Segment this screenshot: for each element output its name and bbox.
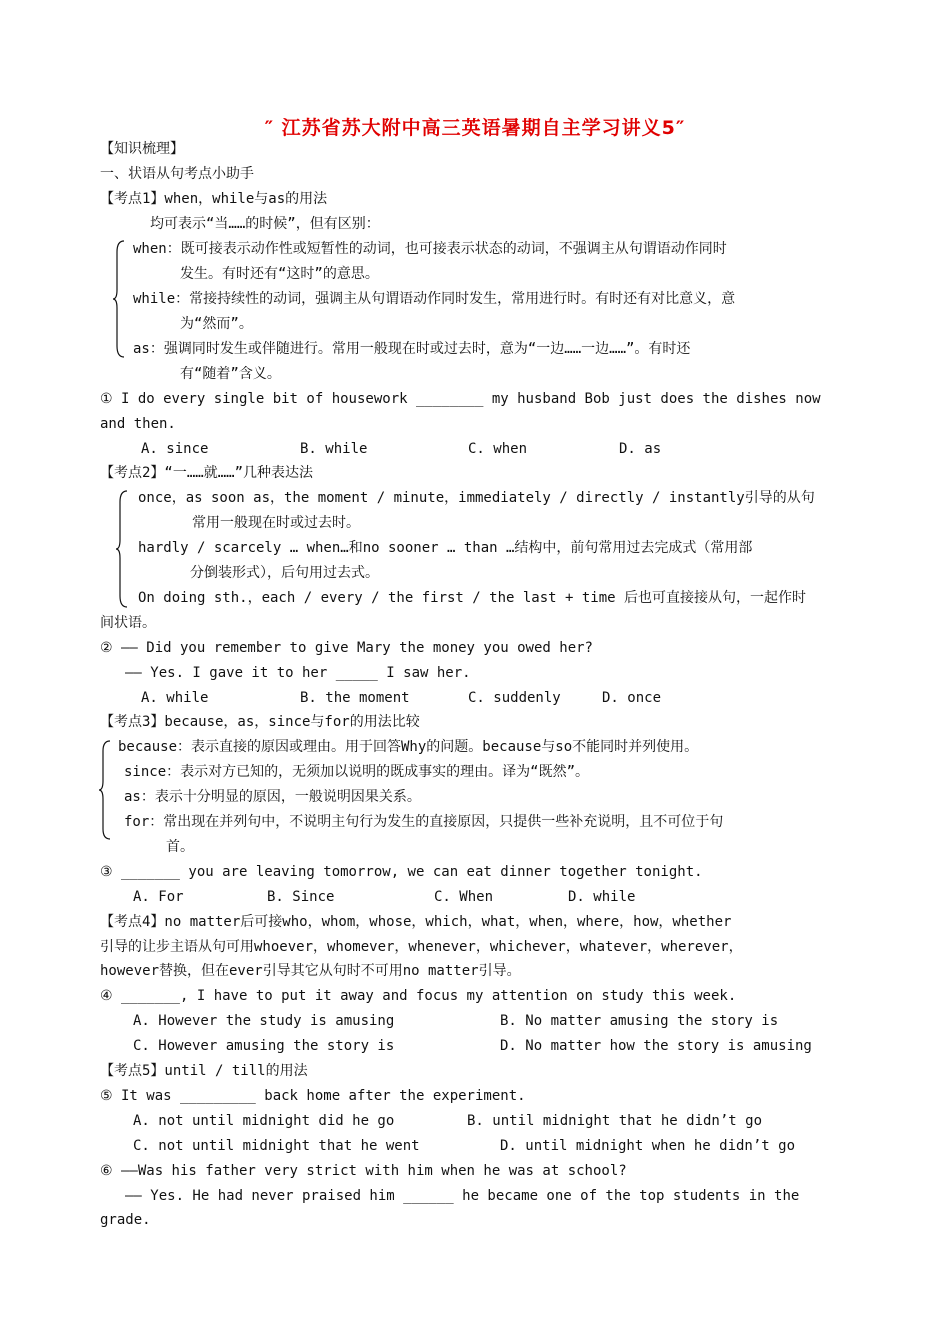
q2-option-d: D. once (602, 690, 662, 706)
once-rule-cont: 常用一般现在时或过去时。 (192, 515, 360, 531)
hardly-rule-cont: 分倒装形式），后句用过去式。 (190, 565, 379, 581)
q4-option-b: B. No matter amusing the story is (500, 1013, 779, 1029)
q3-option-a: A. For (133, 889, 184, 905)
document-title: ″ 江苏省苏大附中高三英语暑期自主学习讲义5″ (264, 117, 686, 139)
q2-option-a: A. while (141, 690, 209, 706)
q4-option-c: C. However amusing the story is (133, 1038, 395, 1054)
q5-option-d: D. until midnight when he didn’t go (500, 1138, 796, 1154)
point-2-heading: 【考点2】“一……就……”几种表达法 (100, 465, 314, 481)
q1-option-d: D. as (619, 441, 662, 457)
point-1-intro: 均可表示“当……的时候”，但有区别： (150, 216, 380, 232)
when-rule-cont: 发生。有时还有“这时”的意思。 (180, 266, 379, 282)
point-4-heading: 【考点4】no matter后可接who，whom，whose，which，what，when，where，how，whether (100, 914, 732, 930)
section-heading: 【知识梳理】 (100, 141, 184, 157)
brace-icon (98, 740, 112, 840)
question-1-cont: and then. (100, 416, 176, 432)
while-rule-cont: 为“然而”。 (180, 316, 253, 332)
q3-option-c: C. When (434, 889, 494, 905)
as-rule-cont: 有“随着”含义。 (180, 366, 281, 382)
since-rule: since：表示对方已知的，无须加以说明的既成事实的理由。译为“既然”。 (124, 764, 589, 780)
once-rule: once，as soon as，the moment / minute，immediately / directly / instantly引导的从句 (138, 490, 815, 506)
subsection-heading: 一、状语从句考点小助手 (100, 166, 254, 182)
q5-option-b: B. until midnight that he didn’t go (467, 1113, 763, 1129)
question-4: ④ _______, I have to put it away and focus my attention on study this week. (100, 988, 737, 1004)
for-rule-cont: 首。 (166, 839, 194, 855)
question-6: ⑥ ——Was his father very strict with him when he was at school? (100, 1163, 627, 1179)
brace-icon (112, 240, 126, 358)
brace-icon (115, 490, 129, 608)
point-5-heading: 【考点5】until / till的用法 (100, 1063, 308, 1079)
question-6-answer-cont: grade. (100, 1212, 151, 1228)
question-1: ① I do every single bit of housework ________ my husband Bob just does the dishes now (100, 391, 821, 407)
q5-option-c: C. not until midnight that he went (133, 1138, 420, 1154)
while-rule: while：常接持续性的动词，强调主从句谓语动作同时发生，常用进行时。有时还有对比意义，意 (133, 291, 736, 307)
hardly-rule: hardly / scarcely … when…和no sooner … than …结构中，前句常用过去完成式（常用部 (138, 540, 753, 556)
question-5: ⑤ It was _________ back home after the experiment. (100, 1088, 526, 1104)
q3-option-b: B. Since (267, 889, 335, 905)
question-2: ② —— Did you remember to give Mary the money you owed her? (100, 640, 593, 656)
for-rule: for：常出现在并列句中，不说明主句行为发生的直接原因，只提供一些补充说明，且不可位于句 (124, 814, 724, 830)
point-1-heading: 【考点1】when，while与as的用法 (100, 191, 328, 207)
q4-option-a: A. However the study is amusing (133, 1013, 395, 1029)
q5-option-a: A. not until midnight did he go (133, 1113, 395, 1129)
on-doing-rule-cont: 间状语。 (100, 615, 156, 631)
as-reason-rule: as：表示十分明显的原因，一般说明因果关系。 (124, 789, 421, 805)
q4-option-d: D. No matter how the story is amusing (500, 1038, 812, 1054)
q3-option-d: D. while (568, 889, 636, 905)
q2-option-c: C. suddenly (468, 690, 561, 706)
point-4-text: 引导的让步主语从句可用whoever，whomever，whenever，whichever，whatever，wherever， (100, 939, 743, 955)
question-3: ③ _______ you are leaving tomorrow, we can eat dinner together tonight. (100, 864, 703, 880)
q1-option-a: A. since (141, 441, 209, 457)
question-6-answer: —— Yes. He had never praised him ______ he became one of the top students in the (125, 1188, 800, 1204)
when-rule: when：既可接表示动作性或短暂性的动词，也可接表示状态的动词，不强调主从句谓语动作同时 (133, 241, 727, 257)
q1-option-b: B. while (300, 441, 368, 457)
question-2-answer: —— Yes. I gave it to her _____ I saw her. (125, 665, 471, 681)
point-4-text-cont: however替换，但在ever引导其它从句时不可用no matter引导。 (100, 963, 521, 979)
point-3-heading: 【考点3】because，as，since与for的用法比较 (100, 714, 420, 730)
q1-option-c: C. when (468, 441, 528, 457)
because-rule: because：表示直接的原因或理由。用于回答Why的问题。because与so不能同时并列使用。 (118, 739, 699, 755)
q2-option-b: B. the moment (300, 690, 410, 706)
on-doing-rule: On doing sth.，each / every / the first / the last + time 后也可直接接从句，一起作时 (138, 590, 807, 606)
as-rule: as：强调同时发生或伴随进行。常用一般现在时或过去时，意为“一边……一边……”。有时还 (133, 341, 691, 357)
